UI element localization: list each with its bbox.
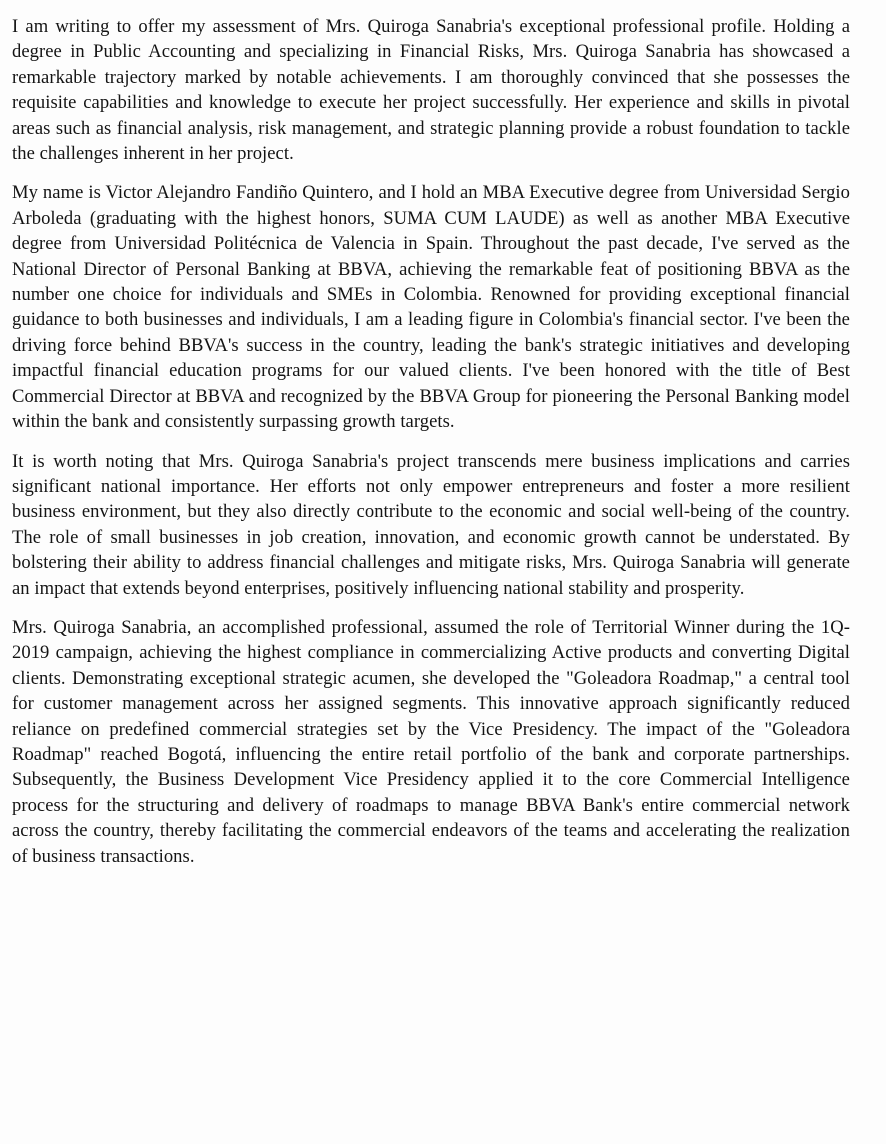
paragraph-achievements: Mrs. Quiroga Sanabria, an accomplished professional, assumed the role of Territorial Winner during the 1Q-2019 campaign, achieving the highest compliance in commercializing Active products and converting Digital clients. Demonstrating exceptional strategic acumen, she developed the "Goleadora Roadmap," a central tool for customer management across her assigned segments. This innovative approach significantly reduced reliance on predefined commercial strategies set by the Vice Presidency. The impact of the "Goleadora Roadmap" reached Bogotá, influencing the entire retail portfolio of the bank and corporate partnerships. Subsequently, the Business Development Vice Presidency applied it to the core Commercial Intelligence process for the structuring and delivery of roadmaps to manage BBVA Bank's entire commercial network across the country, thereby facilitating the commercial endeavors of the teams and accelerating the realization of business transactions. — [12, 616, 850, 867]
paragraph-assessment: I am writing to offer my assessment of Mrs. Quiroga Sanabria's exceptional professional profile. Holding a degree in Public Accounting and specializing in Financial Risks, Mrs. Quiroga Sanabria has showcased a remarkable trajectory marked by notable achievements. I am thoroughly convinced that she possesses the requisite capabilities and knowledge to execute her project successfully. Her experience and skills in pivotal areas such as financial analysis, risk management, and strategic planning provide a robust foundation to tackle the challenges inherent in her project. — [12, 16, 850, 165]
paragraph-author-credentials: My name is Victor Alejandro Fandiño Quintero, and I hold an MBA Executive degree from Universidad Sergio Arboleda (graduating with the highest honors, SUMA CUM LAUDE) as well as another MBA Executive degree from Universidad Politécnica de Valencia in Spain. Throughout the past decade, I've served as the National Director of Personal Banking at BBVA, achieving the remarkable feat of positioning BBVA as the number one choice for individuals and SMEs in Colombia. Renowned for providing exceptional financial guidance to both businesses and individuals, I am a leading figure in Colombia's financial sector. I've been the driving force behind BBVA's success in the country, leading the bank's strategic initiatives and developing impactful financial education programs for our valued clients. I've been honored with the title of Best Commercial Director at BBVA and recognized by the BBVA Group for pioneering the Personal Banking model within the bank and consistently surpassing growth targets. — [12, 182, 850, 433]
paragraph-national-importance: It is worth noting that Mrs. Quiroga Sanabria's project transcends mere business implications and carries significant national importance. Her efforts not only empower entrepreneurs and foster a more resilient business environment, but they also directly contribute to the economic and social well-being of the country. The role of small businesses in job creation, innovation, and economic growth cannot be understated. By bolstering their ability to address financial challenges and mitigate risks, Mrs. Quiroga Sanabria will generate an impact that extends beyond enterprises, positively influencing national stability and prosperity. — [12, 450, 850, 599]
